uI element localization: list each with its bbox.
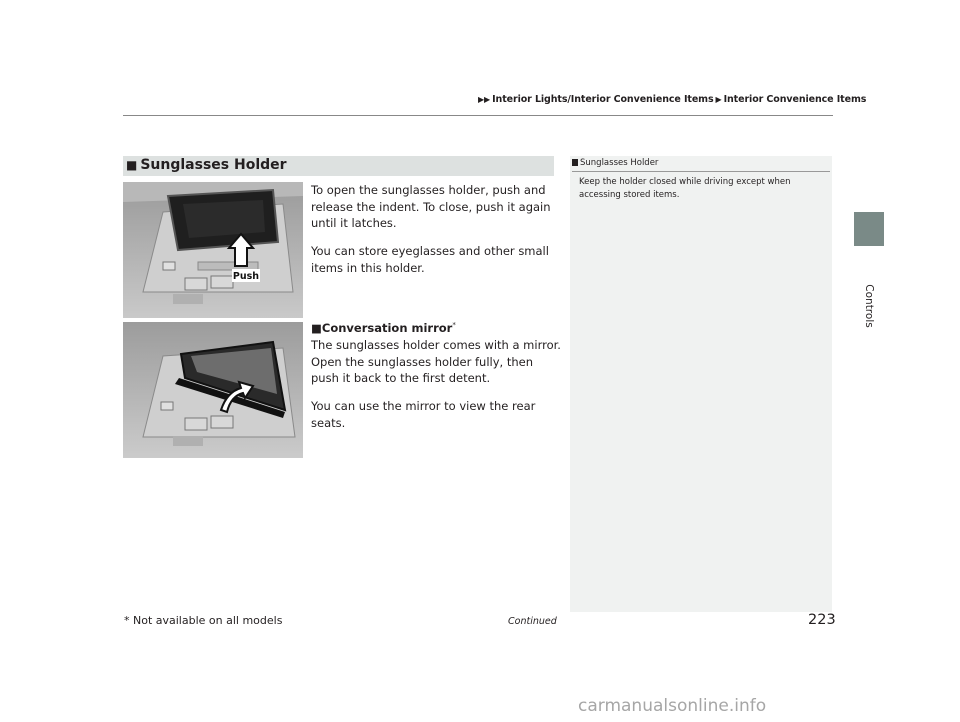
square-bullet-icon: ■ [126, 158, 138, 172]
figure-label-push: Push [232, 271, 260, 282]
breadcrumb-item-2[interactable]: Interior Convenience Items [723, 94, 867, 105]
paragraph-mirror-use: You can use the mirror to view the rear seats. [311, 399, 536, 430]
paragraph-mirror-instructions: The sunglasses holder comes with a mirror. Open the sunglasses holder fully, then push it back to the first detent. [311, 338, 561, 385]
figure-conversation-mirror [123, 322, 303, 458]
note-marker-icon [572, 159, 578, 166]
paragraph-storage: You can store eyeglasses and other small items in this holder. [311, 244, 549, 275]
triangle-icon: ▶ [715, 95, 722, 104]
figure-sunglasses-holder-push [123, 182, 303, 318]
note-panel [570, 156, 832, 612]
page-number: 223 [808, 612, 836, 628]
section-title: ■ Sunglasses Holder [126, 157, 287, 173]
note-rule [572, 171, 830, 172]
note-title: Sunglasses Holder [572, 158, 658, 168]
watermark: carmanualsonline.info [578, 696, 767, 716]
breadcrumb-item-1[interactable]: Interior Lights/Interior Convenience Items [492, 94, 714, 105]
breadcrumb [478, 94, 866, 105]
chapter-tab[interactable] [854, 212, 884, 246]
double-triangle-icon: ▶▶ [478, 95, 491, 104]
footnote-marker: * [452, 321, 456, 330]
subsection-title: ■Conversation mirror* [311, 321, 456, 335]
continued-label: Continued [508, 616, 557, 627]
header-rule [123, 115, 833, 116]
footnote: * Not available on all models [124, 614, 283, 627]
chapter-label: Controls [863, 284, 875, 328]
paragraph-open-instructions: To open the sunglasses holder, push and release the indent. To close, push it again until it latches. [311, 183, 551, 230]
note-text: Keep the holder closed while driving except when accessing stored items. [579, 177, 791, 200]
square-bullet-icon: ■ [311, 321, 322, 335]
